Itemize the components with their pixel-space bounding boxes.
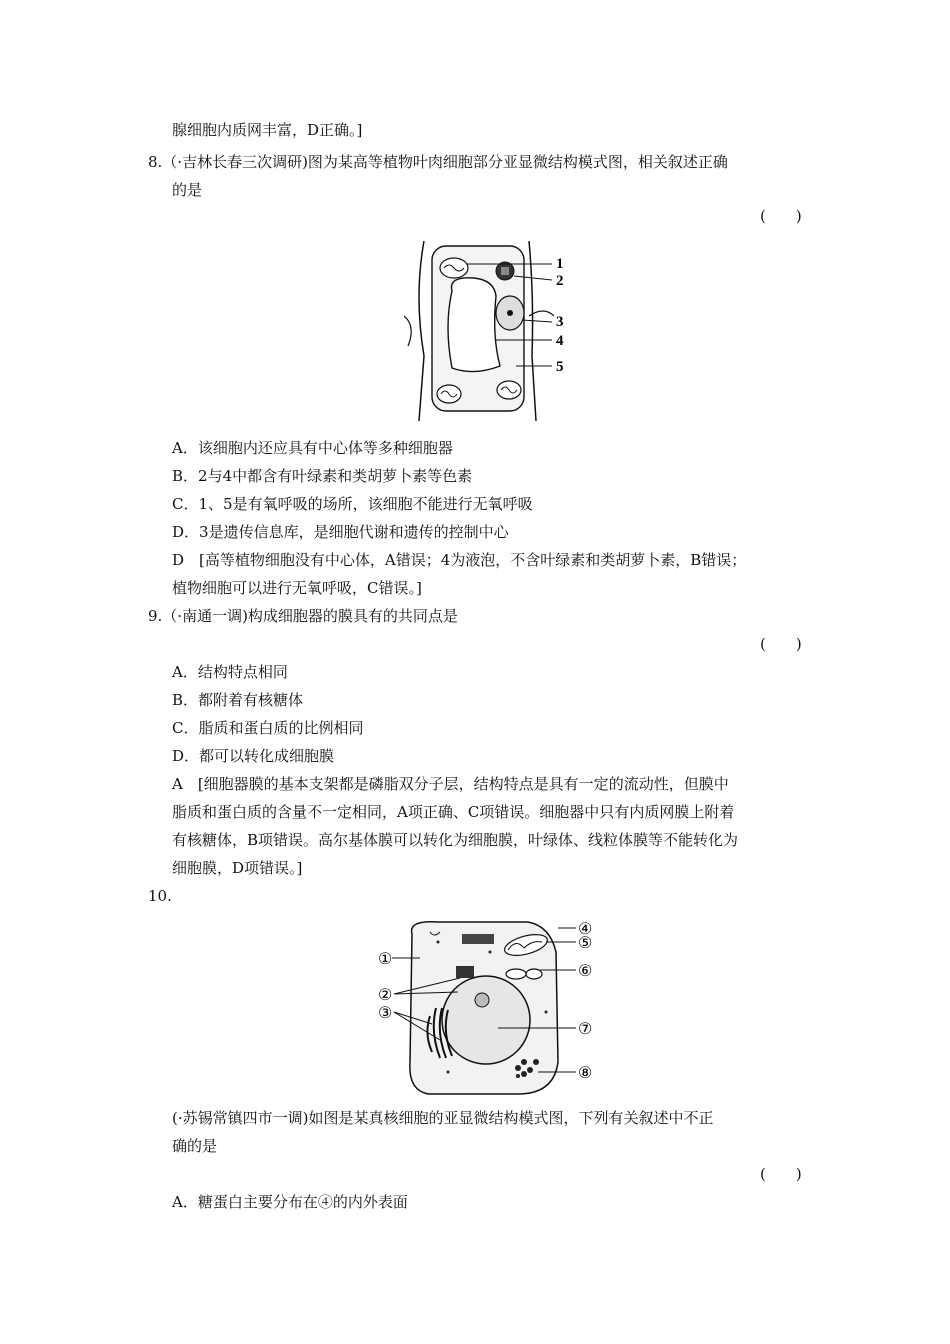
q8-label-2: 2 [556, 273, 564, 289]
q10-number: 10. [148, 887, 172, 905]
q10-label-8: ⑧ [578, 1065, 593, 1082]
q10-label-6: ⑥ [578, 963, 593, 980]
q10-label-2: ② [378, 987, 393, 1004]
q9-answer-blank: ( ) [760, 635, 802, 653]
q8-plant-cell-figure [404, 236, 594, 426]
q8-answer-blank: ( ) [760, 207, 802, 225]
q9-stem: 9.（·南通一调)构成细胞器的膜具有的共同点是 [148, 607, 458, 625]
q8-stem-line1: 8.（·吉林长春三次调研)图为某高等植物叶肉细胞部分亚显微结构模式图，相关叙述正确 [148, 153, 728, 171]
q8-label-1: 1 [556, 256, 564, 272]
q8-option-b: B．2与4中都含有叶绿素和类胡萝卜素等色素 [172, 467, 473, 485]
q9-option-b: B．都附着有核糖体 [172, 691, 304, 709]
q8-label-4: 4 [556, 333, 564, 349]
q9-answer-line2: 脂质和蛋白质的含量不一定相同，A项正确、C项错误。细胞器中只有内质网膜上附着 [172, 803, 735, 821]
prev-answer-tail: 腺细胞内质网丰富，D正确。] [172, 121, 363, 139]
q9-answer-line1: A [细胞器膜的基本支架都是磷脂双分子层，结构特点是具有一定的流动性，但膜中 [172, 775, 729, 793]
q8-option-a: A．该细胞内还应具有中心体等多种细胞器 [172, 439, 453, 457]
q8-stem-line2: 的是 [172, 181, 203, 199]
q8-label-3: 3 [556, 314, 564, 330]
q10-label-1: ① [378, 951, 393, 968]
q8-answer-line1: D [高等植物细胞没有中心体，A错误；4为液泡，不含叶绿素和类胡萝卜素，B错误； [172, 551, 747, 569]
q8-label-5: 5 [556, 359, 564, 375]
q10-stem-line1: (·苏锡常镇四市一调)如图是某真核细胞的亚显微结构模式图，下列有关叙述中不正 [172, 1109, 714, 1127]
q10-label-7: ⑦ [578, 1021, 593, 1038]
q8-answer-line2: 植物细胞可以进行无氧呼吸，C错误。] [172, 579, 422, 597]
q10-label-3: ③ [378, 1005, 393, 1022]
q9-answer-line3: 有核糖体，B项错误。高尔基体膜可以转化为细胞膜，叶绿体、线粒体膜等不能转化为 [172, 831, 739, 849]
q10-option-a: A．糖蛋白主要分布在④的内外表面 [172, 1193, 408, 1211]
q9-option-a: A．结构特点相同 [172, 663, 288, 681]
q8-option-c: C．1、5是有氧呼吸的场所，该细胞不能进行无氧呼吸 [172, 495, 533, 513]
q9-answer-line4: 细胞膜，D项错误。] [172, 859, 303, 877]
q9-option-d: D．都可以转化成细胞膜 [172, 747, 335, 765]
q9-option-c: C．脂质和蛋白质的比例相同 [172, 719, 364, 737]
q10-stem-line2: 确的是 [172, 1137, 218, 1155]
q8-option-d: D．3是遗传信息库，是细胞代谢和遗传的控制中心 [172, 523, 509, 541]
q10-cell-figure [378, 912, 618, 1102]
q10-label-4: ④ [578, 921, 593, 938]
q10-answer-blank: ( ) [760, 1165, 802, 1183]
q10-label-5: ⑤ [578, 935, 593, 952]
